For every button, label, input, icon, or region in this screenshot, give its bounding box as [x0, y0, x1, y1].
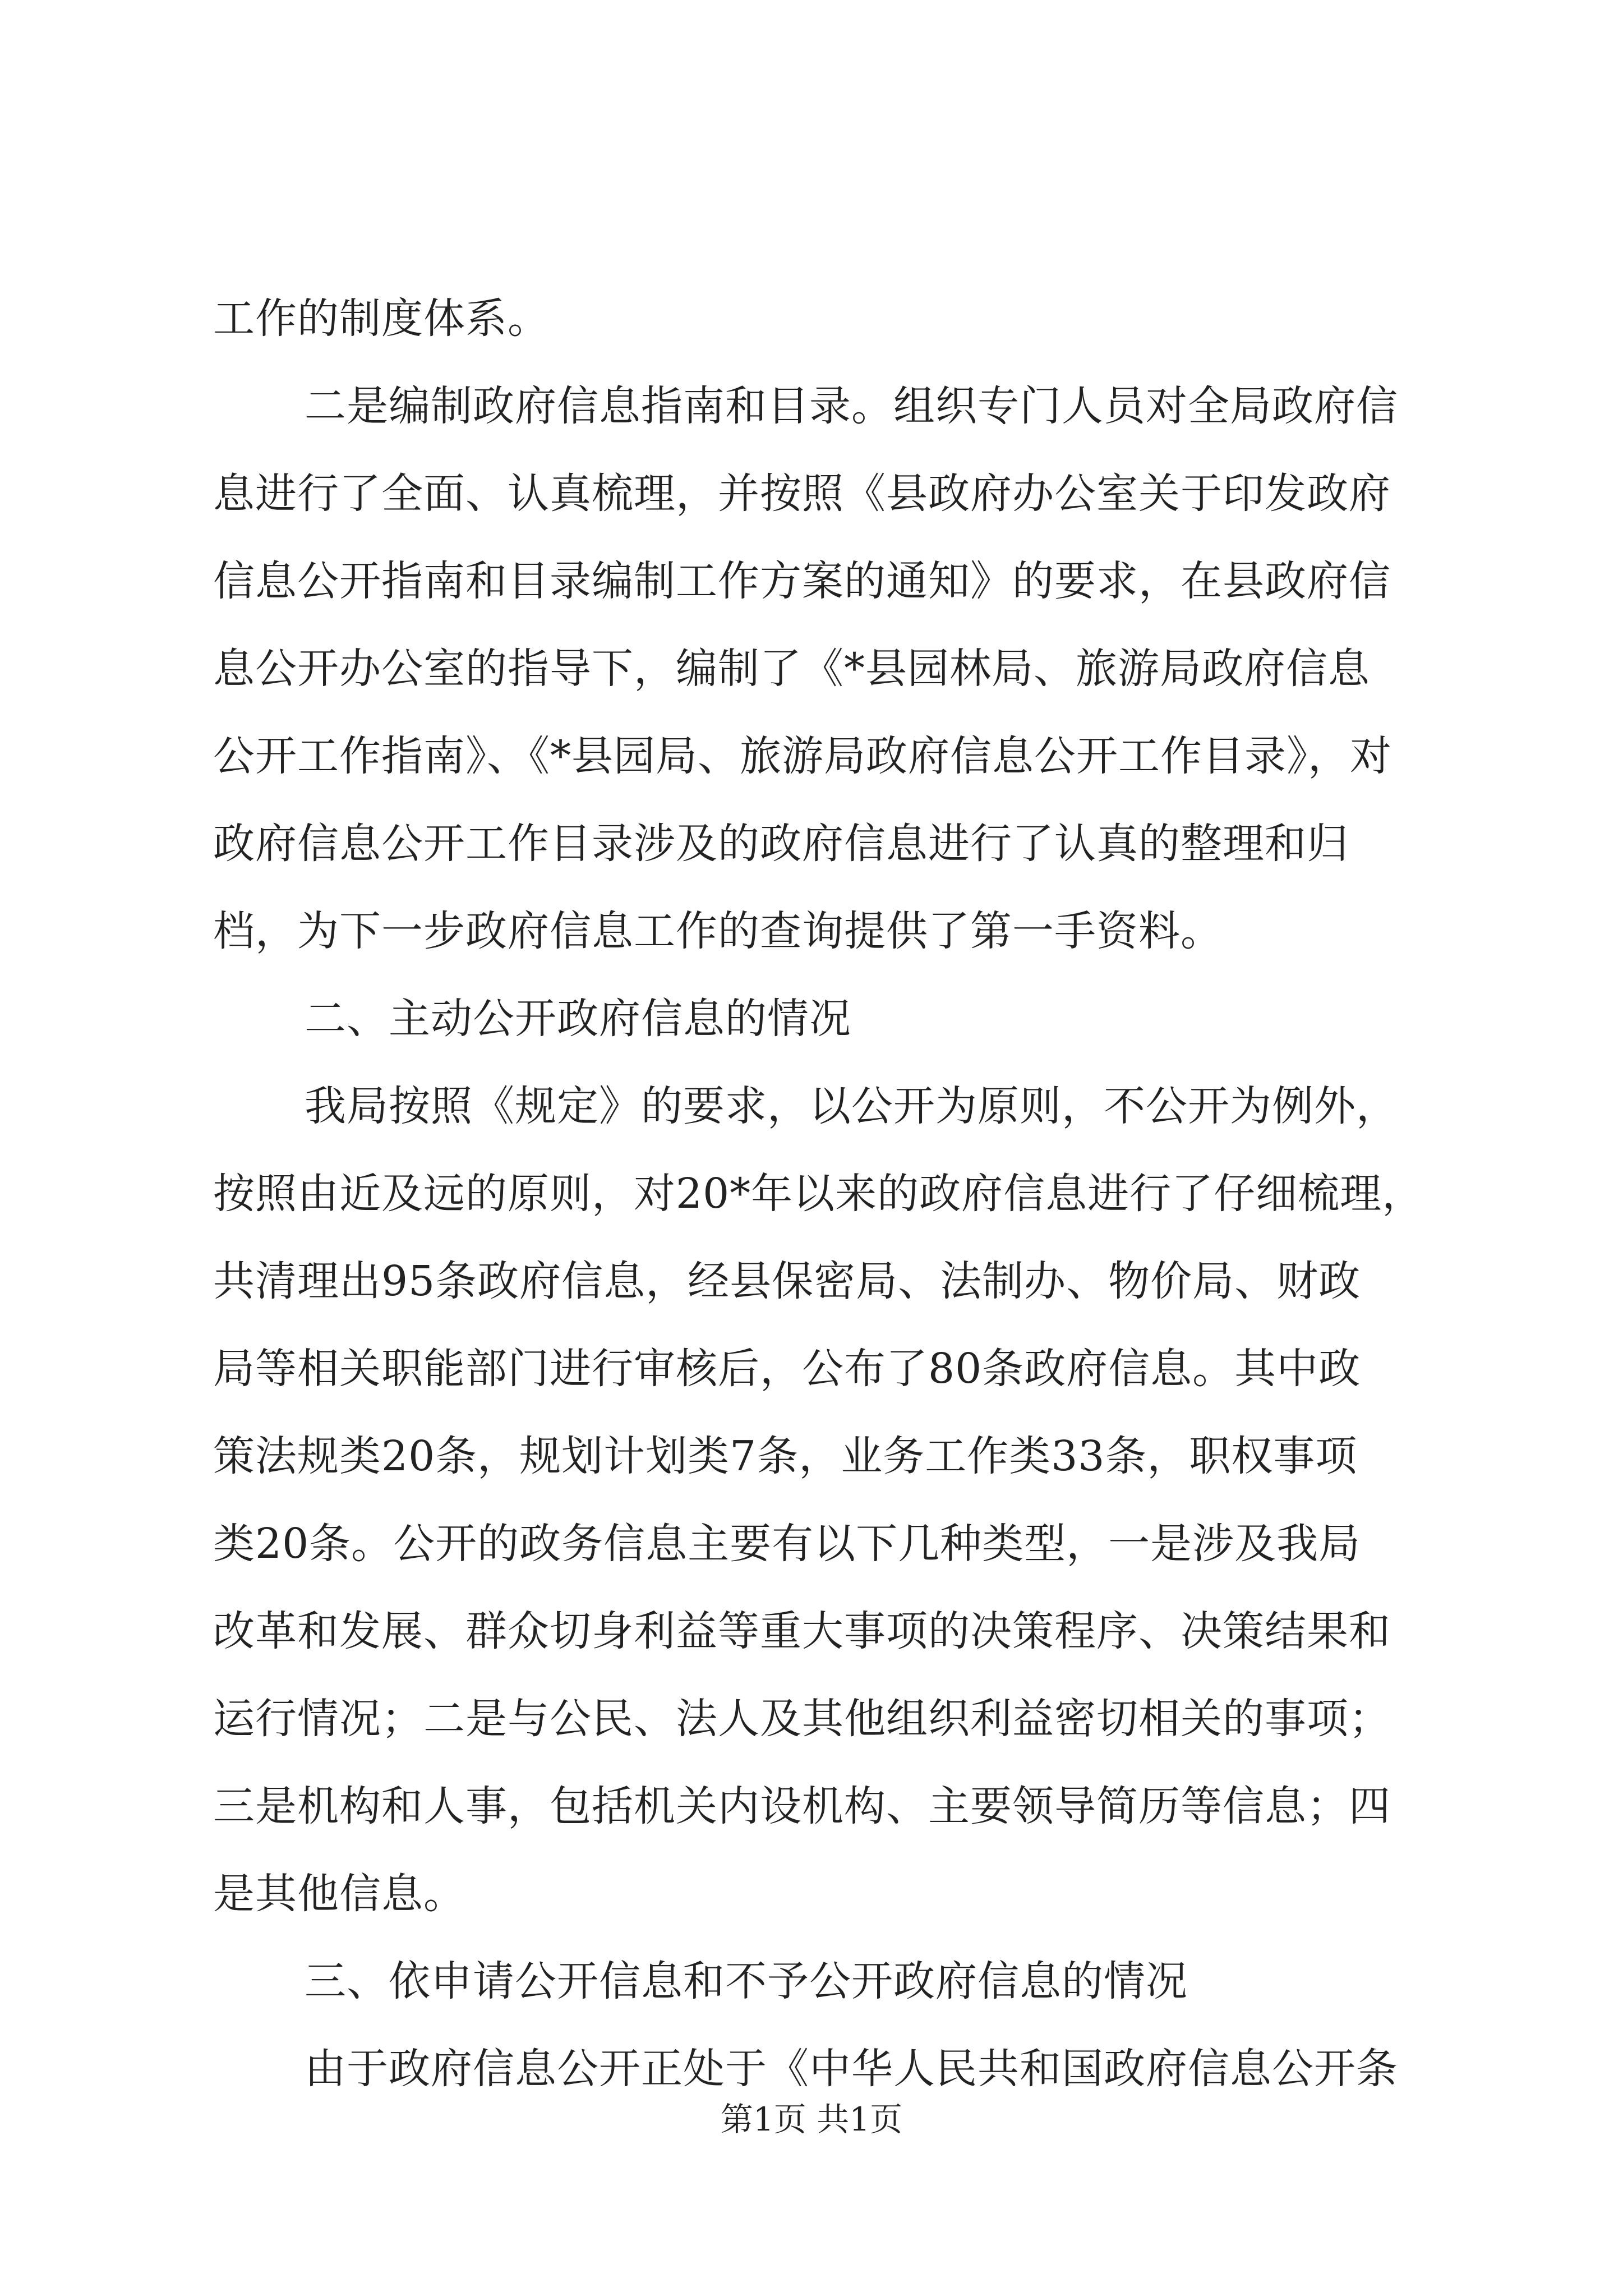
document-body [213, 275, 1436, 2113]
paragraph-start: 二是编制政府信息指南和目录。组织专门人员对全局政府信 [305, 382, 1398, 430]
paragraph-start: 由于政府信息公开正处于《中华人民共和国政府信息公开条 [305, 2045, 1398, 2093]
text-line: 工作的制度体系。 [213, 295, 550, 343]
text-line: 按照由近及远的原则，对20*年以来的政府信息进行了仔细梳理， [213, 1170, 1424, 1218]
section-heading: 二、主动公开政府信息的情况 [305, 995, 851, 1043]
text-line: 运行情况；二是与公民、法人及其他组织利益密切相关的事项； [213, 1695, 1391, 1743]
text-line: 息公开办公室的指导下，编制了《*县园林局、旅游局政府信息 [213, 645, 1370, 693]
text-line: 档，为下一步政府信息工作的查询提供了第一手资料。 [213, 907, 1223, 955]
text-line: 局等相关职能部门进行审核后，公布了80条政府信息。其中政 [213, 1345, 1361, 1393]
text-line: 三是机构和人事，包括机关内设机构、主要领导简历等信息；四 [213, 1782, 1391, 1830]
text-line: 是其他信息。 [213, 1870, 465, 1918]
text-line: 公开工作指南》、《*县园局、旅游局政府信息公开工作目录》，对 [213, 732, 1392, 780]
text-line: 改革和发展、群众切身利益等重大事项的决策程序、决策结果和 [213, 1607, 1391, 1655]
text-line: 类20条。公开的政务信息主要有以下几种类型，一是涉及我局 [213, 1520, 1361, 1568]
text-line: 息进行了全面、认真梳理，并按照《县政府办公室关于印发政府 [213, 470, 1391, 518]
text-line: 共清理出95条政府信息，经县保密局、法制办、物价局、财政 [213, 1257, 1361, 1305]
text-line: 政府信息公开工作目录涉及的政府信息进行了认真的整理和归 [213, 820, 1349, 868]
section-heading: 三、依申请公开信息和不予公开政府信息的情况 [305, 1957, 1188, 2005]
text-line: 策法规类20条，规划计划类7条，业务工作类33条，职权事项 [213, 1432, 1358, 1480]
paragraph-start: 我局按照《规定》的要求，以公开为原则，不公开为例外， [305, 1082, 1398, 1130]
page-footer [0, 2097, 1623, 2142]
text-line: 信息公开指南和目录编制工作方案的通知》的要求，在县政府信 [213, 557, 1391, 605]
page-number: 第1页 共1页 [720, 2100, 903, 2138]
